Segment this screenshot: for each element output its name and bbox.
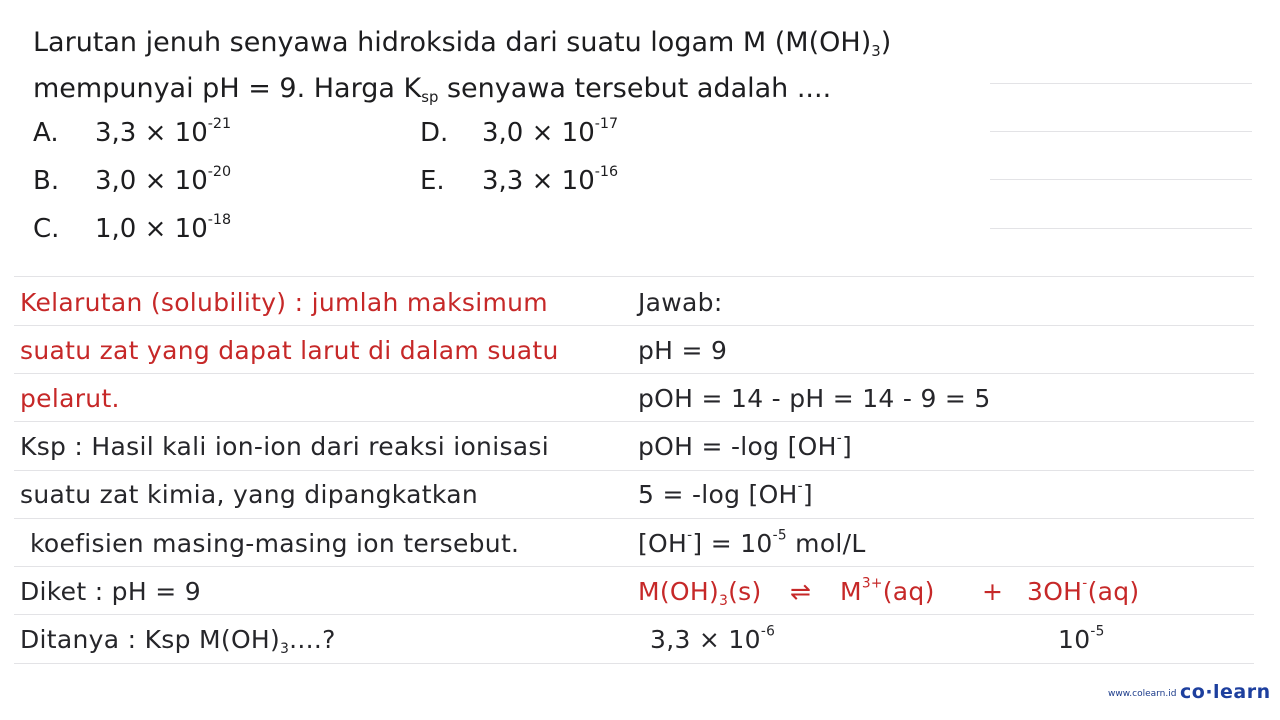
rule-line <box>14 518 1254 519</box>
equation-ion-hydroxide: 3OH-(aq) <box>1027 575 1140 606</box>
rule-short <box>990 83 1252 84</box>
rule-line <box>14 373 1254 374</box>
rule-line <box>14 470 1254 471</box>
rule-short <box>990 131 1252 132</box>
question-line-1: Larutan jenuh senyawa hidroksida dari suatu logam M $(M(OH)_3)$ <box>33 27 892 61</box>
answer-ph: pH = 9 <box>638 336 728 365</box>
equation-reactant: $M(OH)_3(s)$ <box>638 577 762 609</box>
option-b: B. $3,0 \times 10^{-20}$ <box>33 164 232 196</box>
note-diket: Diket : pH = 9 <box>20 577 201 606</box>
equation-ion-metal: $M^{3+}(aq)$ <box>840 575 935 606</box>
option-e: E. $3,3 \times 10^{-16}$ <box>420 164 619 196</box>
note-ksp-3: koefisien masing-masing ion tersebut. <box>30 529 520 558</box>
rule-line <box>14 663 1254 664</box>
option-a: A. $3,3 \times 10^{-21}$ <box>33 116 232 148</box>
site-url: www.colearn.id <box>1108 689 1177 699</box>
rule-line <box>14 421 1254 422</box>
equation-plus: + <box>982 577 1004 606</box>
note-solubility-1: Kelarutan (solubility) : jumlah maksimum <box>20 288 548 317</box>
note-solubility-2: suatu zat yang dapat larut di dalam suatu <box>20 336 559 365</box>
note-ditanya: Ditanya : Ksp $M(OH)_3$....? <box>20 625 336 657</box>
rule-short <box>990 228 1252 229</box>
question-line-2: mempunyai pH = 9. Harga $K_{sp}$ senyawa tersebut adalah .... <box>33 73 832 107</box>
answer-jawab: Jawab: <box>638 288 723 317</box>
option-d: D. $3,0 \times 10^{-17}$ <box>420 116 619 148</box>
note-ksp-1: Ksp : Hasil kali ion-ion dari reaksi ionisasi <box>20 432 549 461</box>
answer-poh-log: pOH = -log [OH-] <box>638 430 853 461</box>
colearn-logo: co·learn <box>1180 681 1271 703</box>
note-solubility-3: pelarut. <box>20 384 120 413</box>
note-ksp-2: suatu zat kimia, yang dipangkatkan <box>20 480 478 509</box>
rule-line <box>14 614 1254 615</box>
equilibrium-arrow-icon: ⇌ <box>790 577 812 606</box>
option-c: C. $1,0 \times 10^{-18}$ <box>33 212 232 244</box>
answer-oh-concentration: $[OH^-] = 10^{-5}$ mol/L <box>638 527 866 558</box>
rule-line <box>14 276 1254 277</box>
rule-line <box>14 325 1254 326</box>
answer-poh: pOH = 14 - pH = 14 - 9 = 5 <box>638 384 991 413</box>
answer-s-value: $3,3 \times 10^{-6}$ <box>650 623 776 654</box>
answer-oh-value: $10^{-5}$ <box>1058 623 1105 654</box>
rule-short <box>990 179 1252 180</box>
rule-line <box>14 566 1254 567</box>
answer-five-log: 5 = -log [OH-] <box>638 478 813 509</box>
